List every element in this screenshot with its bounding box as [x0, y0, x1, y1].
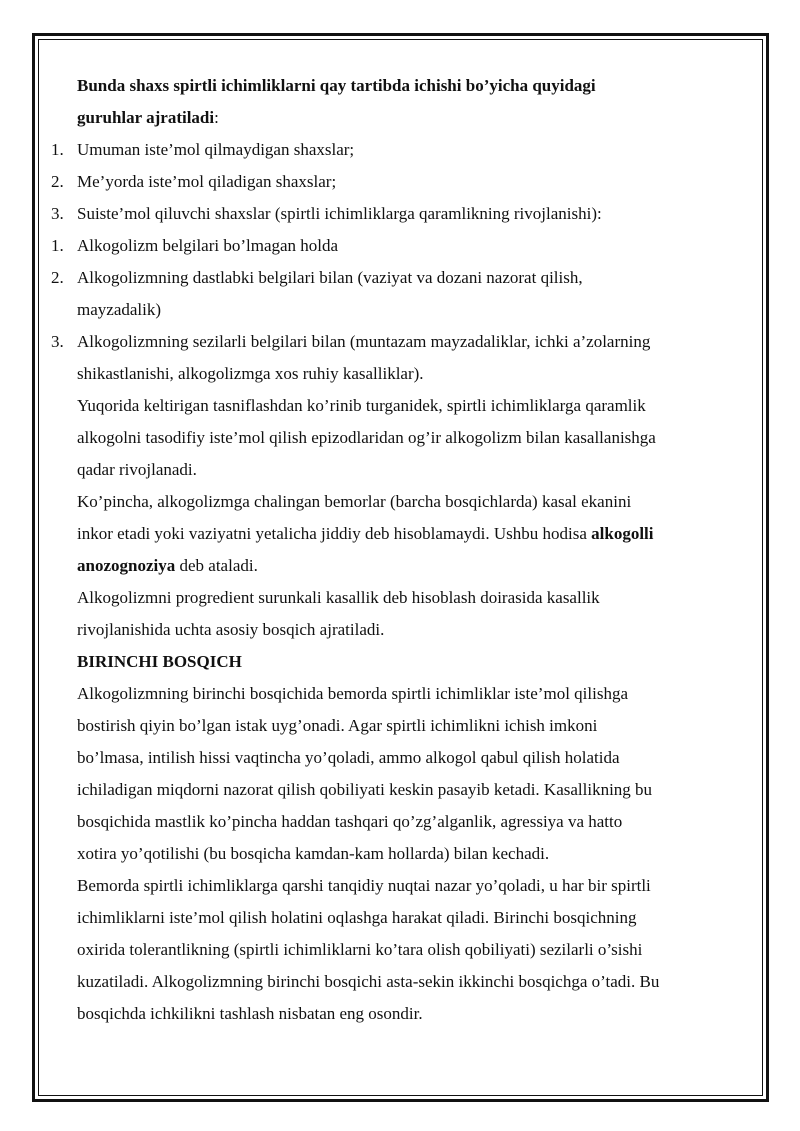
intro-heading-bold: guruhlar ajratiladi — [77, 108, 215, 127]
paragraph-line: bosqichida mastlik ko’pincha haddan tashqari qo’zg’alganlik, agressiya va hatto — [77, 812, 623, 831]
list-number: 3. — [51, 332, 64, 351]
sublist-item-continuation — [0, 294, 800, 326]
section-heading-text: BIRINCHI BOSQICH — [77, 652, 242, 671]
paragraph-line: alkogolni tasodifiy iste’mol qilish epizodlaridan og’ir alkogolizm bilan kasallanishga — [77, 428, 656, 447]
list-item-text: Umuman iste’mol qilmaydigan shaxslar; — [77, 140, 355, 159]
paragraph-line: xotira yo’qotilishi (bu bosqicha kamdan-kam hollarda) bilan kechadi. — [77, 844, 550, 863]
list-item-text: Alkogolizmning sezilarli belgilari bilan (muntazam mayzadaliklar, ichki a’zolarning — [77, 332, 651, 351]
paragraph-line: Alkogolizmning birinchi bosqichida bemorda spirtli ichimliklar iste’mol qilishga — [77, 684, 628, 703]
document-body — [0, 70, 800, 1030]
paragraph-line: Ko’pincha, alkogolizmga chalingan bemorlar (barcha bosqichlarda) kasal ekanini — [77, 492, 632, 511]
paragraph-line: bosqichda ichkilikni tashlash nisbatan eng osondir. — [77, 1004, 423, 1023]
paragraph-line: ichiladigan miqdorni nazorat qilish qobiliyati keskin pasayib ketadi. Kasallikning bu — [77, 780, 653, 799]
list-number: 2. — [51, 268, 64, 287]
sublist-item-continuation — [0, 358, 800, 390]
intro-line-1 — [0, 70, 800, 102]
paragraph-line: Bemorda spirtli ichimliklarga qarshi tanqidiy nuqtai nazar yo’qoladi, u har bir spirtli — [77, 876, 651, 895]
paragraph-line: oxirida tolerantlikning (spirtli ichimliklarni ko’tara olish qobiliyati) sezilarli o’sishi — [77, 940, 643, 959]
sublist-item — [0, 230, 800, 262]
list-item — [0, 166, 800, 198]
paragraph-line: bostirish qiyin bo’lgan istak uyg’onadi. Agar spirtli ichimlikni ichish imkoni — [77, 716, 598, 735]
paragraph-line: inkor etadi yoki vaziyatni yetalicha jiddiy deb hisoblamaydi. Ushbu hodisa alkogolli — [77, 524, 654, 543]
list-item — [0, 198, 800, 230]
list-item-text: Me’yorda iste’mol qiladigan shaxslar; — [77, 172, 337, 191]
paragraph-line: kuzatiladi. Alkogolizmning birinchi bosqichi asta-sekin ikkinchi bosqichga o’tadi. Bu — [77, 972, 660, 991]
list-number: 1. — [51, 236, 64, 255]
paragraph-line: anozognoziya deb ataladi. — [77, 556, 258, 575]
list-item-text: mayzadalik) — [77, 300, 162, 319]
term-bold: anozognoziya — [77, 556, 176, 575]
sublist-item — [0, 262, 800, 294]
paragraph-line: Alkogolizmni progredient surunkali kasallik deb hisoblash doirasida kasallik — [77, 588, 600, 607]
paragraph-line: Yuqorida keltirigan tasniflashdan ko’rinib turganidek, spirtli ichimliklarga qaramlik — [77, 396, 646, 415]
term-bold: alkogolli — [591, 524, 654, 543]
list-number: 2. — [51, 172, 64, 191]
paragraph-line: rivojlanishida uchta asosiy bosqich ajratiladi. — [77, 620, 385, 639]
list-item-text: Alkogolizmning dastlabki belgilari bilan (vaziyat va dozani nazorat qilish, — [77, 268, 583, 287]
section-heading — [0, 646, 800, 678]
list-number: 3. — [51, 204, 64, 223]
paragraph-line: ichimliklarni iste’mol qilish holatini oqlashga harakat qiladi. Birinchi bosqichning — [77, 908, 637, 927]
intro-line-2 — [0, 102, 800, 134]
sublist-item — [0, 326, 800, 358]
paragraph-line: qadar rivojlanadi. — [77, 460, 197, 479]
list-item — [0, 134, 800, 166]
list-number: 1. — [51, 140, 64, 159]
paragraph-line: bo’lmasa, intilish hissi vaqtincha yo’qoladi, ammo alkogol qabul qilish holatida — [77, 748, 620, 767]
list-item-text: shikastlanishi, alkogolizmga xos ruhiy kasalliklar). — [77, 364, 424, 383]
intro-heading-text: Bunda shaxs spirtli ichimliklarni qay tartibda ichishi bo’yicha quyidagi — [77, 76, 596, 95]
intro-heading-colon: : — [214, 108, 219, 127]
list-item-text: Alkogolizm belgilari bo’lmagan holda — [77, 236, 339, 255]
list-item-text: Suiste’mol qiluvchi shaxslar (spirtli ichimliklarga qaramlikning rivojlanishi): — [77, 204, 602, 223]
